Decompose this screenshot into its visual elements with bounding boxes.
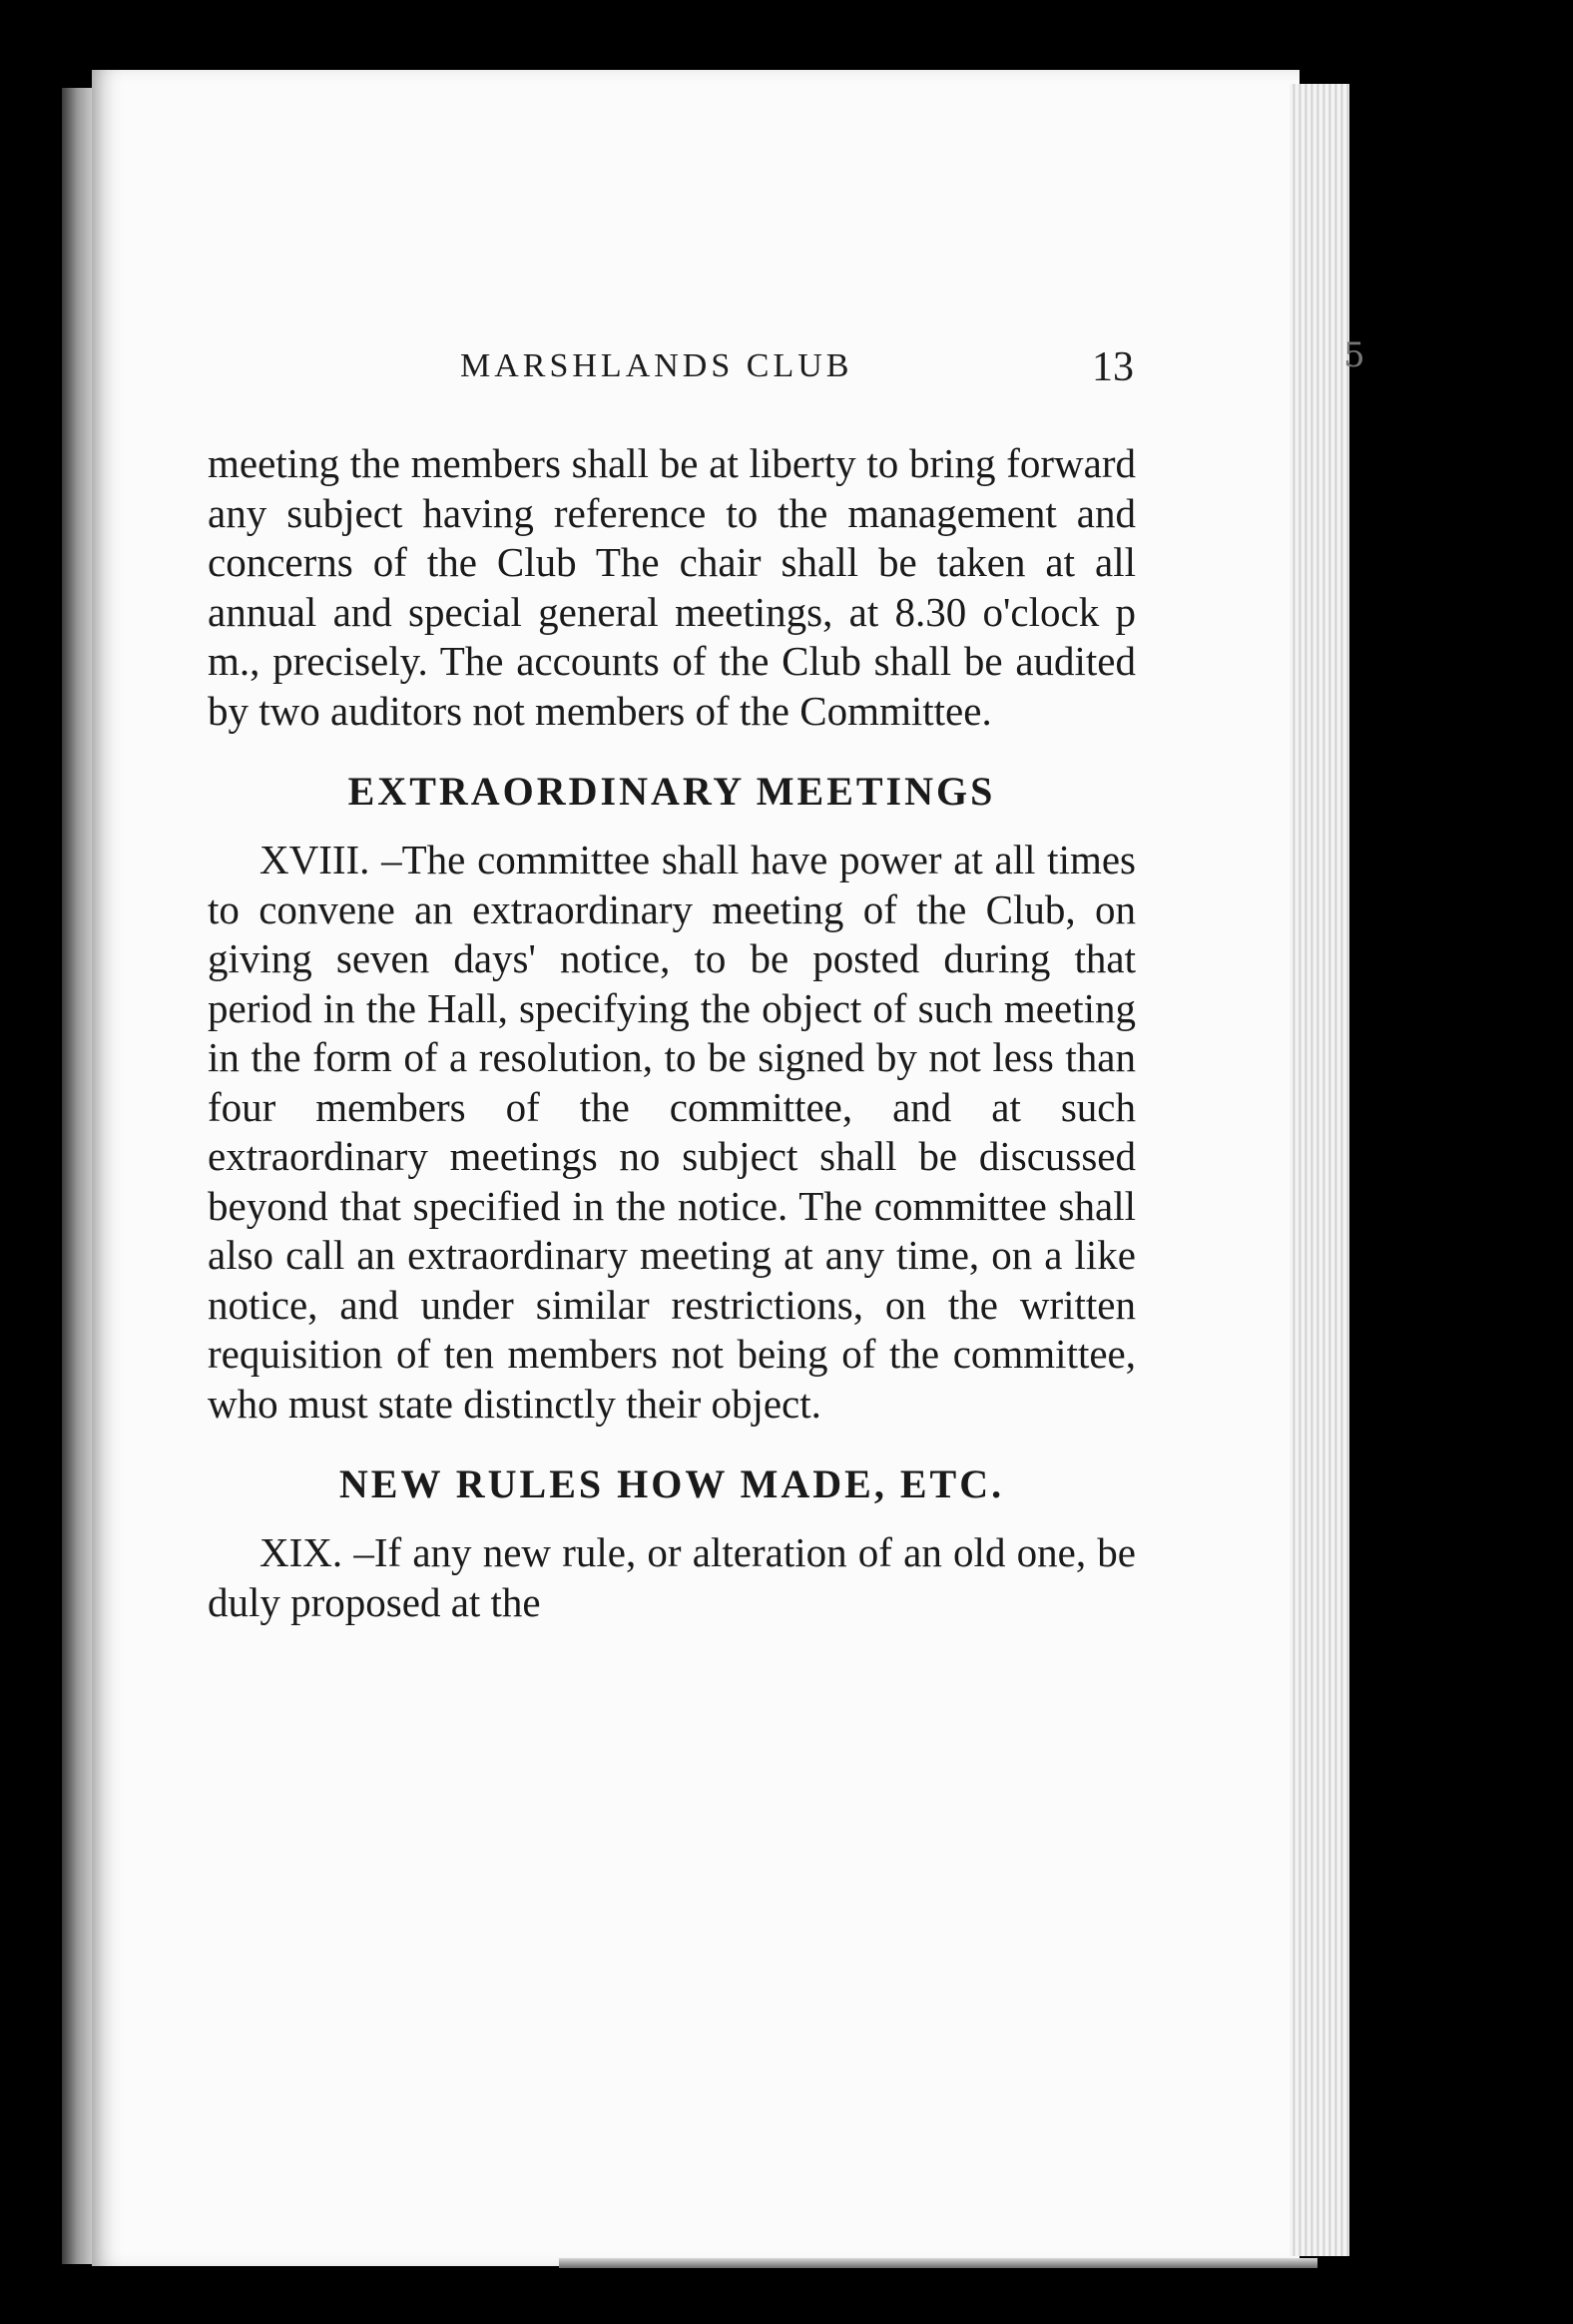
page-bottom-edge <box>559 2258 1317 2268</box>
body-text <box>208 439 1136 1627</box>
page-header <box>216 344 1134 395</box>
heading-extraordinary-meetings: EXTRAORDINARY MEETINGS <box>347 769 996 814</box>
heading-new-rules: NEW RULES HOW MADE, ETC. <box>338 1461 1005 1506</box>
paragraph-rule-xix: XIX. –If any new rule, or alteration of an old one, be duly proposed at the <box>208 1529 1136 1625</box>
paragraph-meeting-continuation: meeting the members shall be at liberty to bring forward any subject having reference to the management and concerns of the Club The chair shall be taken at all annual and special general meetings, at 8.30 o'clock p m., precisely. The accounts of the Club shall be audited by two auditors not members of the Committee. <box>208 440 1136 734</box>
running-head: MARSHLANDS CLUB <box>460 347 853 384</box>
paragraph-rule-xviii: XVIII. –The committee shall have power at all times to convene an extraordinary meeting of the Club, on giving seven days' notice, to be posted during that period in the Hall, specifying the object of such meeting in the form of a resolution, to be signed by not less than four members of the committee, and at such extraordinary meetings no subject shall be discussed beyond that specified in the notice. The committee shall also call an extraordinary meeting at any time, on a like notice, and under similar restrictions, on the written requisition of ten members not being of the committee, who must state distinctly their object. <box>208 837 1136 1427</box>
page-stack-edge <box>1290 84 1349 2256</box>
page-number: 13 <box>1092 344 1134 390</box>
margin-mark: 5 <box>1343 335 1365 375</box>
